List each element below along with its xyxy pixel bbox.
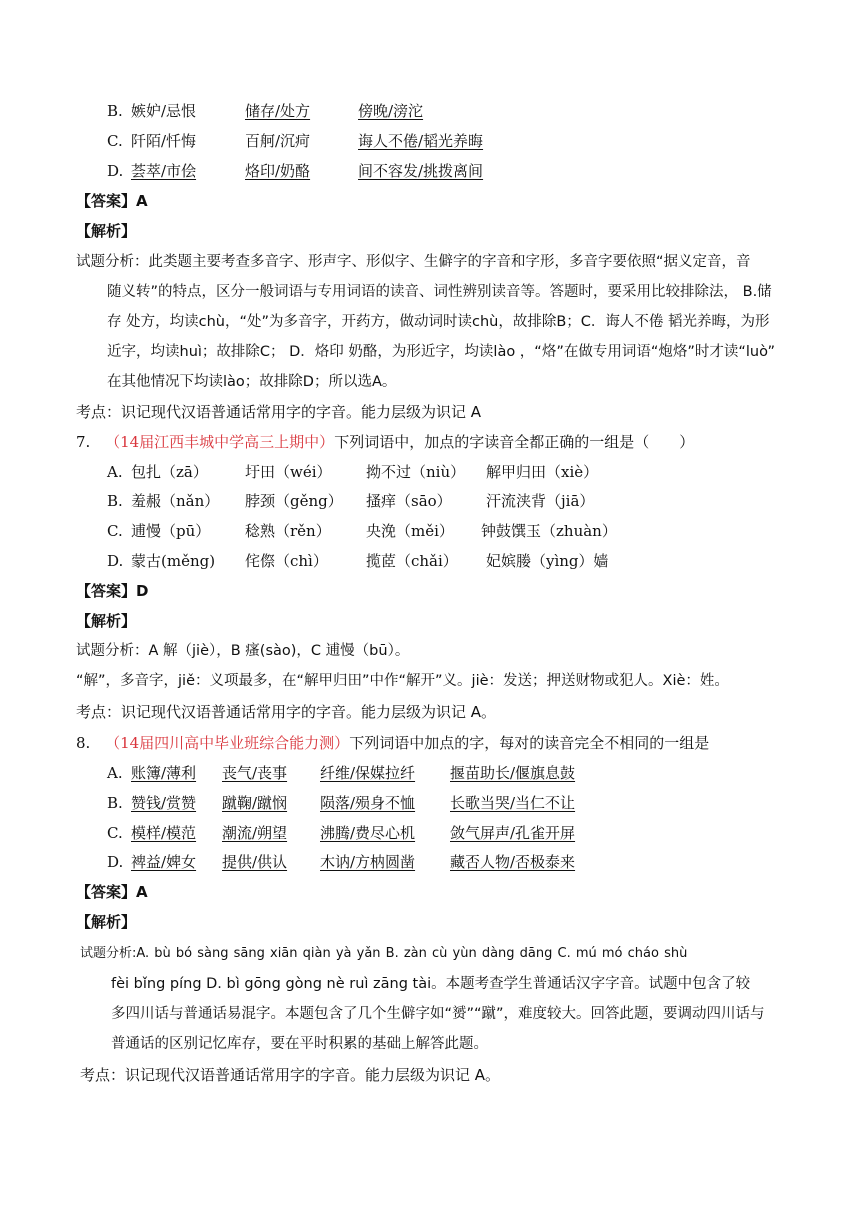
analysis-line: 多四川话与普通话易混字。本题包含了几个生僻字如“赟”“蹴”，难度较大。回答此题，要调动四川话与 xyxy=(111,1006,765,1022)
option-word: 傍晚/滂沱 xyxy=(358,102,424,120)
analysis-line: 普通话的区别记忆库存，要在平时积累的基础上解答此题。 xyxy=(111,1036,488,1052)
option-word: 拗不过（niù） xyxy=(366,463,466,481)
option-letter: C. xyxy=(107,132,123,150)
q6-answer: 【答案】A xyxy=(76,192,148,210)
option-word: 包扎（zā） xyxy=(131,463,208,481)
option-word: 间不容发/挑拨离间 xyxy=(358,162,484,180)
option-letter: D. xyxy=(107,853,124,871)
option-letter: C. xyxy=(107,824,123,842)
q7-stem xyxy=(76,431,694,453)
option-letter: B. xyxy=(107,492,123,510)
option-letter: A. xyxy=(107,463,123,481)
option-word: 揠苗助长/偃旗息鼓 xyxy=(450,764,576,782)
option-letter: D. xyxy=(107,162,124,180)
q8-analysis-label: 【解析】 xyxy=(76,913,137,931)
option-word: 百舸/沉疴 xyxy=(245,132,311,150)
q7-answer: 【答案】D xyxy=(76,582,149,600)
option-word: 脖颈（gěng） xyxy=(245,492,343,510)
question-number: 8. xyxy=(76,734,91,752)
option-word: 阡陌/忏悔 xyxy=(131,132,197,150)
option-word: 丧气/丧事 xyxy=(222,764,288,782)
option-letter: D. xyxy=(107,552,124,570)
option-word: 陨落/殒身不恤 xyxy=(320,794,416,812)
option-word: 汗流浃背（jiā） xyxy=(486,492,595,510)
option-letter: B. xyxy=(107,794,123,812)
option-word: 搔痒（sāo） xyxy=(366,492,452,510)
option-word: 沸腾/费尽心机 xyxy=(320,824,416,842)
option-word: 储存/处方 xyxy=(245,102,311,120)
option-word: 藏否人物/否极泰来 xyxy=(450,853,576,871)
option-letter: C. xyxy=(107,522,123,540)
analysis-line: 存 处方，均读chù，“处”为多音字，开药方，做动词时读chù，故排除B；C．诲人不倦 韬光养晦，为形 xyxy=(107,314,770,330)
analysis-line: 近字，均读huì；故排除C； D．烙印 奶酪，为形近字，均读lào ，“烙”在做专用词语“炮烙”时才读“luò” xyxy=(107,344,775,360)
analysis-line: 在其他情况下均读lào；故排除D；所以选A。 xyxy=(107,374,397,390)
analysis-line: 随义转”的特点，区分一般词语与专用词语的读音、词性辨别读音等。答题时，要采用比较排除法， B.储 xyxy=(107,284,772,300)
option-word: 潮流/朔望 xyxy=(222,824,288,842)
question-number: 7. xyxy=(76,433,91,451)
q6-kaodian: 考点：识记现代汉语普通话常用字的字音。能力层级为识记 A xyxy=(76,403,482,421)
q8-kaodian: 考点：识记现代汉语普通话常用字的字音。能力层级为识记 A。 xyxy=(80,1066,501,1084)
analysis-line: fèi bǐng píng D. bì gōng gòng nè ruì zāng tài。本题考查学生普通话汉字字音。试题中包含了较 xyxy=(111,976,751,992)
option-word: 纤维/保媒拉纤 xyxy=(320,764,416,782)
option-word: 妃嫔媵（yìng）嫱 xyxy=(486,552,609,570)
option-word: 模样/模范 xyxy=(131,824,197,842)
option-letter: B. xyxy=(107,102,123,120)
option-word: 揽茝（chǎi） xyxy=(366,552,458,570)
option-word: 逋慢（pū） xyxy=(131,522,211,540)
option-word: 荟萃/市侩 xyxy=(131,162,197,180)
question-stem: 下列词语中加点的字，每对的读音完全不相同的一组是 xyxy=(349,734,710,752)
option-word: 圩田（wéi） xyxy=(245,463,332,481)
option-word: 裨益/婢女 xyxy=(131,853,197,871)
option-word: 敛气屏声/孔雀开屏 xyxy=(450,824,576,842)
option-word: 赞钱/赏赞 xyxy=(131,794,197,812)
option-word: 嫉妒/忌恨 xyxy=(131,102,197,120)
option-word: 蒙古(měng) xyxy=(131,552,216,570)
q7-kaodian: 考点：识记现代汉语普通话常用字的字音。能力层级为识记 A。 xyxy=(76,703,497,721)
question-source: （14届江西丰城中学高三上期中） xyxy=(105,433,335,451)
q8-answer: 【答案】A xyxy=(76,883,148,901)
question-stem: 下列词语中，加点的字读音全都正确的一组是（ ） xyxy=(334,433,695,451)
option-letter: A. xyxy=(107,764,123,782)
option-word: 解甲归田（xiè） xyxy=(486,463,599,481)
option-word: 提供/供认 xyxy=(222,853,288,871)
option-word: 稔熟（rěn） xyxy=(245,522,331,540)
q8-stem xyxy=(76,732,709,754)
analysis-line: “解”，多音字，jiě：义项最多，在“解甲归田”中作“解开”义。jiè：发送；押送财物或犯人。Xiè：姓。 xyxy=(76,673,729,689)
option-word: 烙印/奶酪 xyxy=(245,162,311,180)
analysis-line: 试题分析:A. bù bó sàng sāng xiān qiàn yà yǎn B. zàn cù yùn dàng dāng C. mú mó cháo shù xyxy=(80,946,688,961)
option-word: 钟鼓馔玉（zhuàn） xyxy=(481,522,617,540)
option-word: 木讷/方枘圆凿 xyxy=(320,853,416,871)
q7-analysis-label: 【解析】 xyxy=(76,612,137,630)
question-source: （14届四川高中毕业班综合能力测） xyxy=(105,734,350,752)
option-word: 长歌当哭/当仁不让 xyxy=(450,794,576,812)
analysis-line: 试题分析：A 解（jiè），B 瘙(sào)，C 逋慢（bū）。 xyxy=(76,643,410,659)
q6-analysis-label: 【解析】 xyxy=(76,222,137,240)
option-word: 诲人不倦/韬光养晦 xyxy=(358,132,484,150)
analysis-line: 试题分析：此类题主要考查多音字、形声字、形似字、生僻字的字音和字形，多音字要依照“据义定音，音 xyxy=(76,254,751,270)
option-word: 蹴鞠/蹴悯 xyxy=(222,794,288,812)
option-word: 账簿/薄利 xyxy=(131,764,197,782)
option-word: 羞赧（nǎn） xyxy=(131,492,220,510)
option-word: 央浼（měi） xyxy=(366,522,454,540)
option-word: 侘傺（chì） xyxy=(245,552,328,570)
